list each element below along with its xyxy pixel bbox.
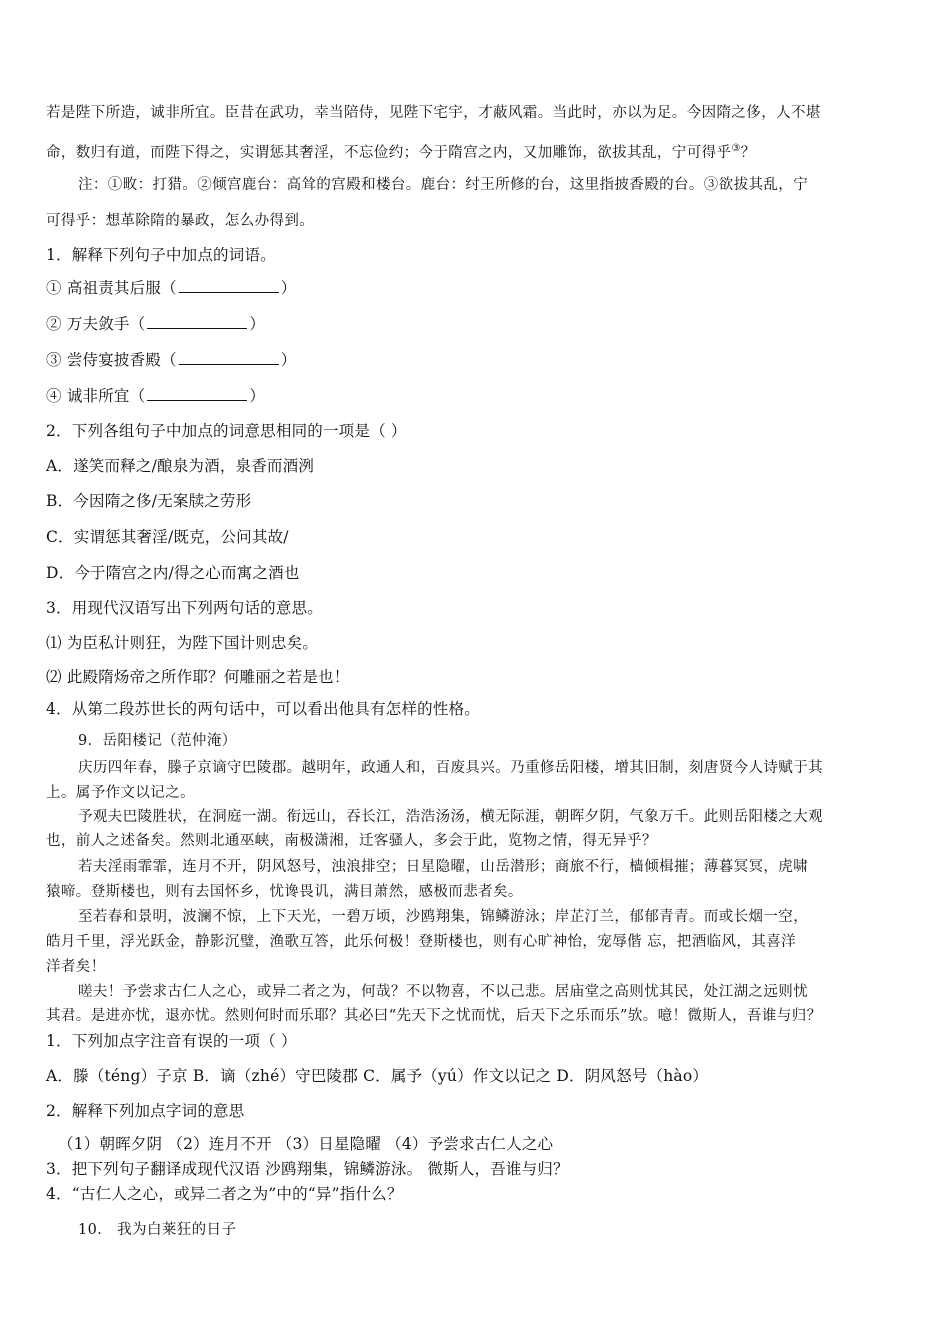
answer-blank[interactable] <box>179 350 279 365</box>
passage9-p4-line1: 至若春和景明，波澜不惊，上下天光，一碧万顷，沙鸥翔集，锦鳞游泳；岸芷汀兰，郁郁青青。而或长烟一空， <box>78 909 809 925</box>
answer-blank[interactable] <box>179 278 279 293</box>
passage9-p2-line2: 也，前人之述备矣。然则北通巫峡，南极潇湘，迁客骚人，多会于此，览物之情，得无异乎？ <box>46 833 657 849</box>
q9-question-4: 4．“古仁人之心，或异二者之为”中的“异”指什么？ <box>46 1185 403 1203</box>
passage9-p2-line1: 予观夫巴陵胜状，在洞庭一湖。衔远山，吞长江，浩浩汤汤，横无际涯，朝晖夕阴，气象万千。此则岳阳楼之大观 <box>78 809 823 825</box>
q8-item-4 <box>46 386 265 406</box>
q8-item-4-text: ④ 诚非所宜（ <box>46 387 146 405</box>
answer-blank[interactable] <box>147 386 247 401</box>
q8-option-b: B．今因隋之侈/无案牍之劳形 <box>46 492 252 510</box>
q9-q2-items: （1）朝晖夕阴 （2）连月不开 （3）日星隐曜 （4）予尝求古仁人之心 <box>58 1135 554 1153</box>
q8-item-3-close: ） <box>280 351 297 369</box>
q8-question-2: 2．下列各组句子中加点的词意思相同的一项是（ ） <box>46 422 407 440</box>
passage9-title: 9．岳阳楼记（范仲淹） <box>78 733 237 749</box>
q8-item-2-text: ② 万夫敛手（ <box>46 315 146 333</box>
q8-q3-item-2: ⑵ 此殿隋炀帝之所作耶？何雕丽之若是也！ <box>46 668 350 686</box>
passage8-line1: 若是陛下所造，诚非所宜。臣昔在武功，幸当陪侍，见陛下宅宇，才蔽风霜。当此时，亦以为足。今因隋之侈，人不堪 <box>46 105 821 121</box>
q8-item-1 <box>46 278 296 298</box>
q9-question-1: 1．下列加点字注音有误的一项（ ） <box>46 1032 297 1050</box>
passage9-p4-line3: 洋者矣！ <box>46 959 106 975</box>
answer-blank[interactable] <box>147 314 247 329</box>
passage9-p5-line2: 其君。是进亦忧，退亦忧。然则何时而乐耶？其必曰“先天下之忧而忧，后天下之乐而乐”欤。噫！微斯人，吾谁与归？ <box>46 1008 822 1024</box>
q8-q3-item-1: ⑴ 为臣私计则狂，为陛下国计则忠矣。 <box>46 634 319 652</box>
passage9-p1-line2: 上。属予作文以记之。 <box>46 785 195 801</box>
q8-question-4: 4．从第二段苏世长的两句话中，可以看出他具有怎样的性格。 <box>46 700 480 718</box>
passage9-p5-line1: 嗟夫！予尝求古仁人之心，或异二者之为，何哉？不以物喜，不以己悲。居庙堂之高则忧其民，处江湖之远则忧 <box>78 984 809 1000</box>
passage10-title: 10． 我为白莱狂的日子 <box>78 1222 237 1238</box>
q8-item-1-close: ） <box>280 279 297 297</box>
q8-item-2-close: ） <box>249 315 266 333</box>
annotation-line2: 可得乎：想革除隋的暴政，怎么办得到。 <box>46 213 315 229</box>
passage9-p1-line1: 庆历四年春，滕子京谪守巴陵郡。越明年，政通人和，百废具兴。乃重修岳阳楼，增其旧制，刻唐贤今人诗赋于其 <box>78 760 823 776</box>
passage8-line2-end: ？ <box>740 144 756 161</box>
q8-option-a: A．遂笑而释之/酿泉为酒，泉香而酒洌 <box>46 457 315 475</box>
q8-item-3-text: ③ 尝侍宴披香殿（ <box>46 351 177 369</box>
q8-question-1: 1．解释下列句子中加点的词语。 <box>46 246 276 264</box>
q9-q1-options: A．滕（téng）子京 B．谪（zhé）守巴陵郡 C．属予（yú）作文以记之 D．阴风怒号（hào） <box>46 1067 709 1085</box>
passage8-line2-text: 命，数归有道，而陛下得之，实谓惩其奢淫，不忘俭约；今于隋宫之内，又加雕饰，欲拔其乱，宁可得乎 <box>46 144 732 161</box>
q8-option-c: C．实谓惩其奢淫/既克，公问其故/ <box>46 528 289 546</box>
passage9-p3-line1: 若夫淫雨霏霏，连月不开，阴风怒号，浊浪排空；日星隐曜，山岳潜形；商旅不行，樯倾楫摧；薄暮冥冥，虎啸 <box>78 859 809 875</box>
annotation-line1: 注：①畋：打猎。②倾宫鹿台：高耸的宫殿和楼台。鹿台：纣王所修的台，这里指披香殿的台。③欲拔其乱，宁 <box>78 177 809 193</box>
passage9-p4-line2: 皓月千里，浮光跃金，静影沉璧，渔歌互答，此乐何极！登斯楼也，则有心旷神怡，宠辱偕 忘，把酒临风，其喜洋 <box>46 934 797 950</box>
q8-option-d: D．今于隋宫之内/得之心而寓之酒也 <box>46 564 300 582</box>
q8-question-3: 3．用现代汉语写出下列两句话的意思。 <box>46 599 323 617</box>
q9-question-3: 3．把下列句子翻译成现代汉语 沙鸥翔集，锦鳞游泳。 微斯人，吾谁与归？ <box>46 1160 569 1178</box>
q8-item-3 <box>46 350 296 370</box>
passage8-line2 <box>46 139 756 163</box>
q8-item-1-text: ① 高祖责其后服（ <box>46 279 177 297</box>
q8-item-4-close: ） <box>249 387 266 405</box>
footnote-marker: ③ <box>731 143 741 154</box>
q8-item-2 <box>46 314 265 334</box>
q9-question-2: 2．解释下列加点字词的意思 <box>46 1102 245 1120</box>
passage9-p3-line2: 猿啼。登斯楼也，则有去国怀乡，忧谗畏讥，满目萧然，感极而悲者矣。 <box>46 884 523 900</box>
